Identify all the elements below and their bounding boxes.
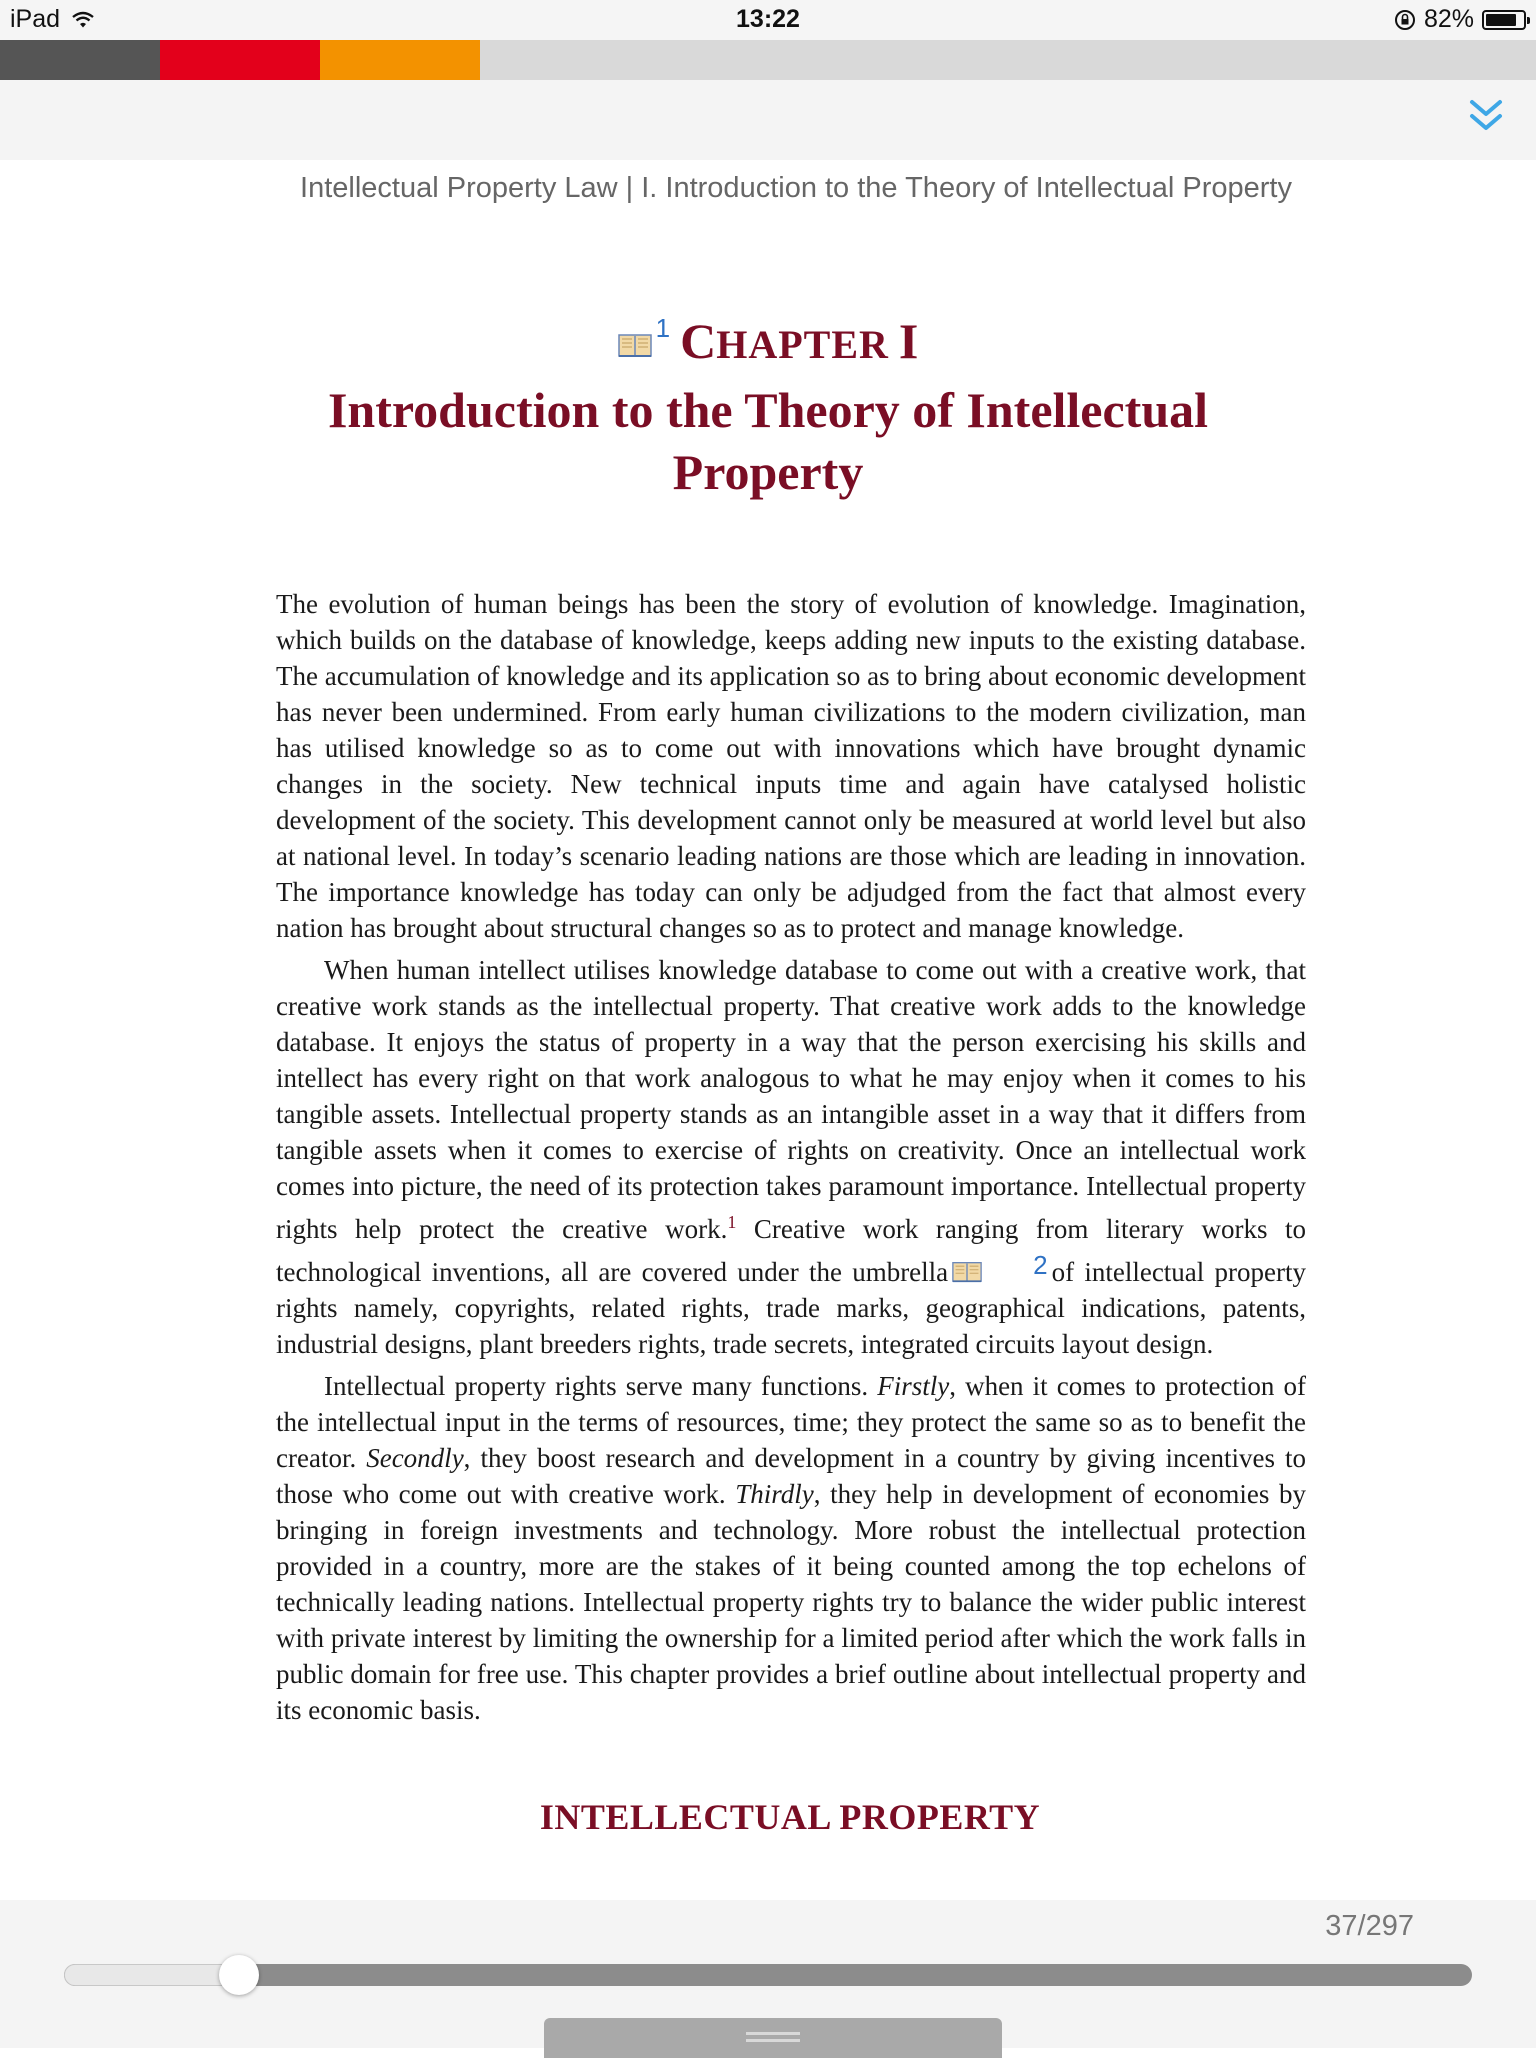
book-icon <box>952 1260 982 1283</box>
paragraph-text: of intellectual property rights namely, copyrights, related rights, trade marks, geographical indications, patents, industrial designs, plant breeders rights, trade secrets, integrated circuits layout design. <box>276 1257 1307 1359</box>
chapter-heading <box>0 298 1536 503</box>
chapter-marker[interactable] <box>618 298 670 358</box>
inline-marker-number: 2 <box>1033 1250 1048 1280</box>
paragraph-text: , when it comes to protection of the intellectual input in the terms of resources, time; they protect the same so as to benefit the creator. <box>276 1371 1307 1473</box>
paragraph-text: Intellectual property rights serve many functions. <box>324 1371 878 1401</box>
emphasis-secondly: Secondly <box>366 1443 464 1473</box>
paragraph-text: Creative work ranging from literary works to technological inventions, all are covered under the umbrella <box>276 1214 1306 1287</box>
chapter-word-rest: HAPTER <box>716 322 889 367</box>
chapter-title: Introduction to the Theory of Intellectual Property <box>327 382 1209 500</box>
page-slider-knob[interactable] <box>219 1955 259 1995</box>
status-right <box>1394 5 1526 34</box>
chapter-label <box>618 298 919 375</box>
strip-segment[interactable] <box>160 40 320 80</box>
strip-segment[interactable] <box>320 40 480 80</box>
status-bar <box>0 0 1536 40</box>
rotation-lock-icon <box>1394 9 1416 31</box>
battery-percent: 82% <box>1423 5 1474 33</box>
paragraph-text: When human intellect utilises knowledge database to come out with a creative work, that creative work stands as the intellectual property. That creative work adds to the knowledge database. It enjoys the status of property in a way that the person exercising his skills and intellect has every right on that work analogous to what he may enjoy when it comes to his tangible assets. Intellectual property stands as an intangible asset in a way that it differs from tangible assets when it comes to exercise of rights on creativity. Once an intellectual work comes into picture, the need of its protection takes paramount importance. Intellectual property rights help protect the creative work. <box>276 955 1306 1244</box>
chapter-marker-number: 1 <box>655 313 671 343</box>
footnote-reference[interactable]: 1 <box>727 1212 737 1232</box>
book-icon <box>618 332 652 358</box>
emphasis-thirdly: Thirdly <box>735 1479 814 1509</box>
emphasis-firstly: Firstly <box>877 1371 950 1401</box>
paragraph <box>276 1368 1306 1728</box>
paragraph-text: , they boost research and development in a country by giving incentives to those who come out with creative work. <box>276 1443 1306 1509</box>
page-count: 37/297 <box>1325 1910 1414 1942</box>
double-chevron-down-icon[interactable] <box>1464 94 1508 138</box>
inline-marker[interactable] <box>952 1247 1047 1283</box>
paragraph-text: , they help in development of economies by bringing in foreign investments and technology. More robust the intellectual protection provided in a country, more are the stakes of it being counted among the top echelons of technically leading nations. Intellectual property rights try to balance the wider public interest with private interest by limiting the ownership for a limited period after which the work falls in public domain for free use. This chapter provides a brief outline about intellectual property and its economic basis. <box>276 1479 1306 1725</box>
bottom-drawer-handle[interactable] <box>544 2018 1002 2058</box>
section-heading: INTELLECTUAL PROPERTY <box>539 1797 1041 1837</box>
paragraph: The evolution of human beings has been the story of evolution of knowledge. Imagination, which builds on the database of knowledge, keeps adding new inputs to the existing database. The accumulation of knowledge and its application so as to bring about economic development has never been undermined. From early human civilizations to the modern civilization, man has utilised knowledge so as to come out with innovations which have brought dynamic changes in the society. New technical inputs time and again have catalysed holistic development of the society. This development cannot only be measured at world level but also at national level. In today’s scenario leading nations are those which are leading in innovation. The importance knowledge has today can only be adjudged from the fact that almost every nation has brought about structural changes so as to protect and manage knowledge. <box>276 589 1306 943</box>
page-slider-progress <box>64 1964 239 1986</box>
top-toolbar <box>0 80 1536 160</box>
grabber-lines-icon <box>746 2032 800 2042</box>
device-name: iPad <box>10 5 61 33</box>
chapter-numeral: I <box>898 313 919 369</box>
chapter-word-initial: C <box>680 313 717 369</box>
chapter-progress-strip <box>0 40 1536 80</box>
paragraph <box>276 952 1306 1362</box>
running-header: Intellectual Property Law | I. Introduction to the Theory of Intellectual Property <box>300 172 1292 204</box>
page-slider[interactable] <box>64 1964 1472 1986</box>
bottom-bar <box>0 1900 1536 2048</box>
chapter-word <box>680 311 889 375</box>
clock: 13:22 <box>736 5 800 33</box>
battery-icon <box>1482 10 1526 30</box>
body-text <box>276 586 1306 1734</box>
strip-segment[interactable] <box>0 40 160 80</box>
